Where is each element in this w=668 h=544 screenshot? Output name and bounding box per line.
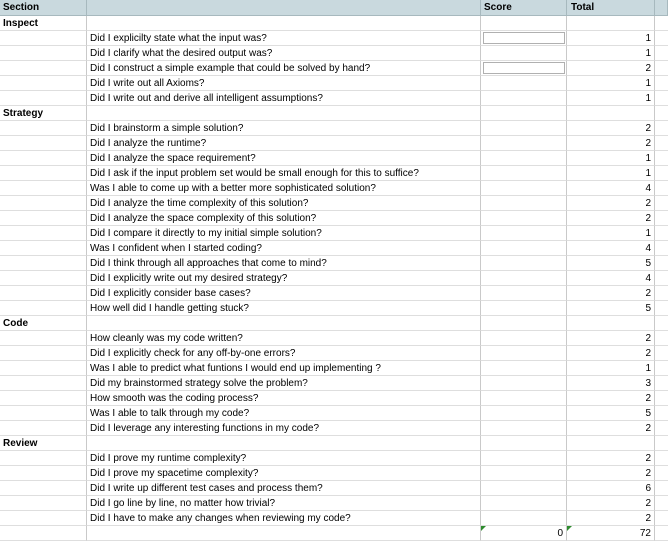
score-cell[interactable] [481,271,567,286]
score-cell[interactable] [481,226,567,241]
section-cell[interactable] [0,241,87,256]
extra-cell[interactable] [655,331,668,346]
section-label[interactable]: Inspect [0,16,87,31]
question-row [0,151,668,166]
section-cell[interactable] [0,211,87,226]
question-cell[interactable]: How cleanly was my code written? [87,331,481,346]
total-cell[interactable]: 5 [567,406,655,421]
section-row [0,316,668,331]
score-cell[interactable] [481,106,567,121]
extra-cell[interactable] [655,271,668,286]
question-row [0,376,668,391]
question-cell[interactable]: Was I able to predict what funtions I would end up implementing ? [87,361,481,376]
total-cell[interactable]: 4 [567,271,655,286]
question-row [0,406,668,421]
extra-cell[interactable] [655,421,668,436]
question-row [0,196,668,211]
score-cell[interactable] [481,196,567,211]
score-cell[interactable] [481,496,567,511]
section-cell[interactable] [0,136,87,151]
section-cell[interactable] [0,301,87,316]
section-cell[interactable] [0,286,87,301]
section-row [0,436,668,451]
question-cell[interactable]: Did I explicitly check for any off-by-one errors? [87,346,481,361]
extra-cell[interactable] [655,166,668,181]
score-cell[interactable] [481,301,567,316]
totals-extra-cell[interactable] [655,526,668,541]
total-cell[interactable] [567,316,655,331]
header-question[interactable] [87,0,481,16]
question-row [0,481,668,496]
total-cell[interactable]: 1 [567,226,655,241]
total-cell[interactable]: 4 [567,181,655,196]
total-cell[interactable]: 2 [567,331,655,346]
extra-cell[interactable] [655,151,668,166]
section-cell[interactable] [0,31,87,46]
question-cell[interactable]: How well did I handle getting stuck? [87,301,481,316]
extra-cell[interactable] [655,361,668,376]
header-score[interactable]: Score [481,0,567,16]
score-cell[interactable] [481,316,567,331]
total-cell[interactable]: 2 [567,196,655,211]
score-cell[interactable] [481,256,567,271]
question-row [0,166,668,181]
score-cell[interactable] [481,16,567,31]
score-cell[interactable] [481,346,567,361]
section-cell[interactable] [0,46,87,61]
extra-cell[interactable] [655,301,668,316]
score-cell[interactable] [481,46,567,61]
extra-cell[interactable] [655,241,668,256]
section-label[interactable]: Strategy [0,106,87,121]
question-row [0,361,668,376]
section-cell[interactable] [0,331,87,346]
section-label[interactable]: Code [0,316,87,331]
total-cell[interactable]: 2 [567,121,655,136]
question-cell[interactable]: Was I confident when I started coding? [87,241,481,256]
question-row [0,61,668,76]
total-points-cell[interactable]: 72 [567,526,655,541]
question-row [0,76,668,91]
question-cell[interactable]: Did my brainstormed strategy solve the problem? [87,376,481,391]
extra-cell[interactable] [655,286,668,301]
question-cell[interactable]: Was I able to talk through my code? [87,406,481,421]
question-row [0,46,668,61]
section-cell[interactable] [0,421,87,436]
extra-cell[interactable] [655,196,668,211]
total-cell[interactable]: 6 [567,481,655,496]
question-cell[interactable]: Did I clarify what the desired output was? [87,46,481,61]
section-cell[interactable] [0,361,87,376]
question-cell[interactable]: Did I think through all approaches that come to mind? [87,256,481,271]
extra-cell[interactable] [655,91,668,106]
score-cell[interactable] [481,136,567,151]
question-row [0,421,668,436]
extra-cell[interactable] [655,181,668,196]
question-cell[interactable]: Did I write out and derive all intelligent assumptions? [87,91,481,106]
section-cell[interactable] [0,406,87,421]
extra-cell[interactable] [655,406,668,421]
total-cell[interactable]: 1 [567,166,655,181]
question-cell[interactable]: Did I prove my spacetime complexity? [87,466,481,481]
comment-flag-icon [481,526,486,531]
question-cell[interactable]: Did I construct a simple example that could be solved by hand? [87,61,481,76]
question-row [0,496,668,511]
extra-cell[interactable] [655,316,668,331]
question-cell[interactable]: Did I analyze the space requirement? [87,151,481,166]
question-row [0,451,668,466]
total-cell[interactable]: 2 [567,136,655,151]
score-cell[interactable] [481,391,567,406]
question-row [0,211,668,226]
extra-cell[interactable] [655,346,668,361]
question-cell[interactable] [87,436,481,451]
question-cell[interactable] [87,106,481,121]
section-cell[interactable] [0,391,87,406]
extra-cell[interactable] [655,76,668,91]
total-cell[interactable]: 1 [567,76,655,91]
score-cell[interactable] [481,361,567,376]
question-cell[interactable]: Did I explicitly consider base cases? [87,286,481,301]
score-input-box[interactable] [483,32,565,44]
total-cell[interactable]: 1 [567,46,655,61]
section-cell[interactable] [0,196,87,211]
score-cell[interactable] [481,376,567,391]
question-row [0,271,668,286]
section-cell[interactable] [0,61,87,76]
question-row [0,31,668,46]
score-cell[interactable] [481,481,567,496]
extra-cell[interactable] [655,511,668,526]
score-cell[interactable] [481,211,567,226]
question-cell[interactable]: Did I leverage any interesting functions in my code? [87,421,481,436]
section-cell[interactable] [0,496,87,511]
section-cell[interactable] [0,451,87,466]
total-cell[interactable] [567,436,655,451]
sheet-body [0,16,668,526]
question-cell[interactable]: Did I explicilty state what the input was? [87,31,481,46]
section-cell[interactable] [0,511,87,526]
question-cell[interactable]: Did I analyze the space complexity of this solution? [87,211,481,226]
section-cell[interactable] [0,256,87,271]
total-cell[interactable]: 2 [567,451,655,466]
question-row [0,511,668,526]
score-cell[interactable] [481,241,567,256]
question-cell[interactable]: How smooth was the coding process? [87,391,481,406]
question-row [0,331,668,346]
total-cell[interactable]: 2 [567,391,655,406]
question-cell[interactable]: Did I write out all Axioms? [87,76,481,91]
extra-cell[interactable] [655,211,668,226]
extra-cell[interactable] [655,61,668,76]
score-cell[interactable] [481,406,567,421]
total-cell[interactable]: 1 [567,361,655,376]
totals-row [0,526,668,541]
extra-cell[interactable] [655,391,668,406]
extra-cell[interactable] [655,256,668,271]
section-cell[interactable] [0,376,87,391]
question-row [0,391,668,406]
header-total[interactable]: Total [567,0,655,16]
question-row [0,136,668,151]
extra-cell[interactable] [655,466,668,481]
question-cell[interactable]: Did I prove my runtime complexity? [87,451,481,466]
question-cell[interactable]: Did I brainstorm a simple solution? [87,121,481,136]
question-cell[interactable] [87,16,481,31]
total-cell[interactable]: 1 [567,91,655,106]
section-cell[interactable] [0,271,87,286]
extra-cell[interactable] [655,376,668,391]
score-cell[interactable] [481,166,567,181]
score-cell[interactable] [481,121,567,136]
total-score-cell[interactable]: 0 [481,526,567,541]
extra-cell[interactable] [655,121,668,136]
question-cell[interactable]: Did I go line by line, no matter how trivial? [87,496,481,511]
question-cell[interactable]: Did I compare it directly to my initial simple solution? [87,226,481,241]
question-row [0,226,668,241]
total-cell[interactable]: 2 [567,211,655,226]
score-cell[interactable] [481,436,567,451]
extra-cell[interactable] [655,496,668,511]
total-cell[interactable]: 3 [567,376,655,391]
score-cell[interactable] [481,151,567,166]
question-row [0,91,668,106]
score-cell[interactable] [481,76,567,91]
question-cell[interactable]: Did I write up different test cases and process them? [87,481,481,496]
extra-cell[interactable] [655,136,668,151]
total-cell[interactable]: 5 [567,256,655,271]
totals-section-cell[interactable] [0,526,87,541]
question-row [0,256,668,271]
section-cell[interactable] [0,91,87,106]
section-cell[interactable] [0,346,87,361]
question-cell[interactable] [87,316,481,331]
total-cell[interactable]: 4 [567,241,655,256]
section-cell[interactable] [0,151,87,166]
extra-cell[interactable] [655,16,668,31]
score-cell[interactable] [481,451,567,466]
section-label[interactable]: Review [0,436,87,451]
header-section[interactable]: Section [0,0,87,16]
extra-cell[interactable] [655,106,668,121]
section-cell[interactable] [0,121,87,136]
question-cell[interactable]: Was I able to come up with a better more sophisticated solution? [87,181,481,196]
totals-question-cell[interactable] [87,526,481,541]
section-cell[interactable] [0,181,87,196]
extra-cell[interactable] [655,46,668,61]
header-extra[interactable] [655,0,668,16]
question-cell[interactable]: Did I explicitly write out my desired strategy? [87,271,481,286]
comment-flag-icon [567,526,572,531]
section-row [0,106,668,121]
section-row [0,16,668,31]
score-cell[interactable] [481,331,567,346]
score-cell[interactable] [481,421,567,436]
extra-cell[interactable] [655,31,668,46]
question-row [0,346,668,361]
section-cell[interactable] [0,166,87,181]
question-cell[interactable]: Did I ask if the input problem set would be small enough for this to suffice? [87,166,481,181]
score-cell[interactable] [481,286,567,301]
total-cell[interactable] [567,106,655,121]
extra-cell[interactable] [655,451,668,466]
section-cell[interactable] [0,226,87,241]
question-row [0,286,668,301]
total-cell[interactable]: 5 [567,301,655,316]
extra-cell[interactable] [655,226,668,241]
total-cell[interactable]: 2 [567,346,655,361]
total-cell[interactable]: 2 [567,511,655,526]
score-cell[interactable] [481,466,567,481]
question-row [0,301,668,316]
question-cell[interactable]: Did I analyze the time complexity of this solution? [87,196,481,211]
question-row [0,466,668,481]
total-cell[interactable]: 2 [567,421,655,436]
score-cell[interactable] [481,181,567,196]
question-cell[interactable]: Did I analyze the runtime? [87,136,481,151]
question-row [0,181,668,196]
total-cell[interactable]: 1 [567,31,655,46]
total-cell[interactable]: 2 [567,496,655,511]
header-row [0,0,668,16]
total-cell[interactable]: 2 [567,466,655,481]
section-cell[interactable] [0,76,87,91]
question-row [0,241,668,256]
score-input-box[interactable] [483,62,565,74]
score-cell[interactable] [481,511,567,526]
extra-cell[interactable] [655,436,668,451]
total-cell[interactable]: 2 [567,61,655,76]
total-cell[interactable]: 1 [567,151,655,166]
extra-cell[interactable] [655,481,668,496]
score-cell[interactable] [481,91,567,106]
total-cell[interactable] [567,16,655,31]
section-cell[interactable] [0,481,87,496]
question-row [0,121,668,136]
total-cell[interactable]: 2 [567,286,655,301]
section-cell[interactable] [0,466,87,481]
question-cell[interactable]: Did I have to make any changes when reviewing my code? [87,511,481,526]
